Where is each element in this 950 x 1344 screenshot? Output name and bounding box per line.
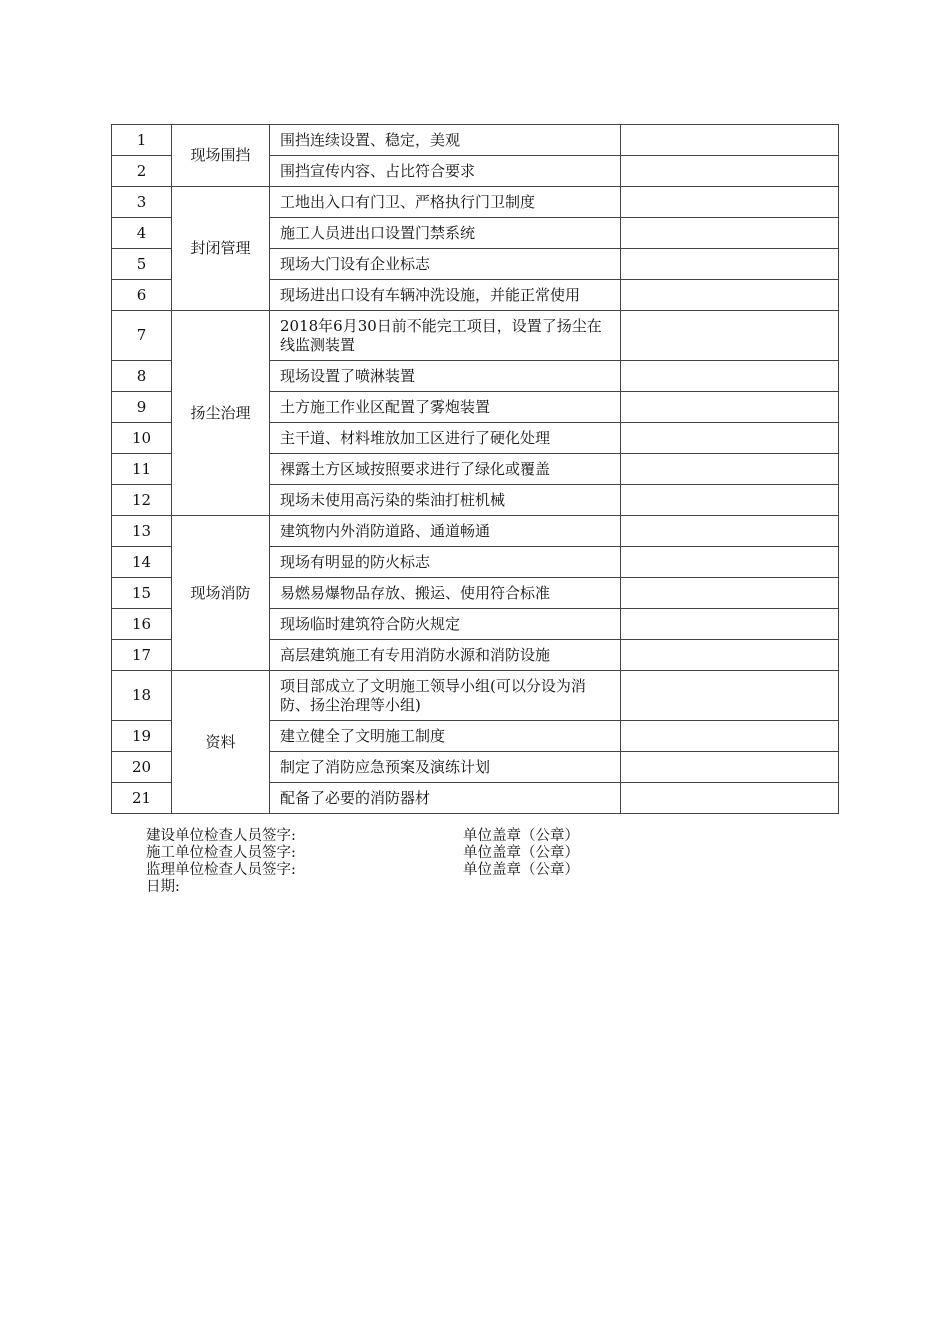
result-cell[interactable] (621, 547, 839, 578)
row-number: 21 (112, 783, 172, 814)
check-item: 制定了消防应急预案及演练计划 (270, 752, 621, 783)
check-item: 围挡连续设置、稳定，美观 (270, 125, 621, 156)
date-row (146, 879, 579, 896)
row-number: 11 (112, 454, 172, 485)
check-item: 现场临时建筑符合防火规定 (270, 609, 621, 640)
check-item: 建立健全了文明施工制度 (270, 721, 621, 752)
result-cell[interactable] (621, 783, 839, 814)
check-item: 围挡宣传内容、占比符合要求 (270, 156, 621, 187)
result-cell[interactable] (621, 516, 839, 547)
row-number: 1 (112, 125, 172, 156)
result-cell[interactable] (621, 640, 839, 671)
result-cell[interactable] (621, 454, 839, 485)
signature-label: 监理单位检查人员签字: (146, 862, 296, 878)
stamp-label: 单位盖章（公章） (463, 862, 579, 878)
signature-row (146, 862, 579, 879)
check-item: 配备了必要的消防器材 (270, 783, 621, 814)
check-item: 现场进出口设有车辆冲洗设施，并能正常使用 (270, 280, 621, 311)
result-cell[interactable] (621, 311, 839, 361)
result-cell[interactable] (621, 187, 839, 218)
category-cell: 资料 (172, 671, 270, 814)
result-cell[interactable] (621, 218, 839, 249)
table-row (112, 187, 839, 218)
row-number: 7 (112, 311, 172, 361)
result-cell[interactable] (621, 721, 839, 752)
table-row (112, 671, 839, 721)
result-cell[interactable] (621, 423, 839, 454)
result-cell[interactable] (621, 125, 839, 156)
result-cell[interactable] (621, 361, 839, 392)
date-label: 日期: (146, 879, 180, 895)
row-number: 9 (112, 392, 172, 423)
table-row (112, 311, 839, 361)
check-item: 建筑物内外消防道路、通道畅通 (270, 516, 621, 547)
check-item: 主干道、材料堆放加工区进行了硬化处理 (270, 423, 621, 454)
check-item: 项目部成立了文明施工领导小组(可以分设为消防、扬尘治理等小组) (270, 671, 621, 721)
row-number: 4 (112, 218, 172, 249)
signature-row (146, 845, 579, 862)
stamp-label: 单位盖章（公章） (463, 845, 579, 861)
category-cell: 封闭管理 (172, 187, 270, 311)
row-number: 2 (112, 156, 172, 187)
result-cell[interactable] (621, 609, 839, 640)
result-cell[interactable] (621, 156, 839, 187)
row-number: 3 (112, 187, 172, 218)
category-cell: 现场围挡 (172, 125, 270, 187)
result-cell[interactable] (621, 578, 839, 609)
row-number: 14 (112, 547, 172, 578)
check-item: 易燃易爆物品存放、搬运、使用符合标准 (270, 578, 621, 609)
inspection-table (111, 124, 839, 814)
signature-block (146, 828, 579, 896)
row-number: 20 (112, 752, 172, 783)
check-item: 现场有明显的防火标志 (270, 547, 621, 578)
row-number: 6 (112, 280, 172, 311)
table-row (112, 125, 839, 156)
row-number: 12 (112, 485, 172, 516)
table-row (112, 516, 839, 547)
result-cell[interactable] (621, 280, 839, 311)
result-cell[interactable] (621, 249, 839, 280)
category-cell: 现场消防 (172, 516, 270, 671)
result-cell[interactable] (621, 485, 839, 516)
signature-label: 建设单位检查人员签字: (146, 828, 296, 844)
check-item: 现场设置了喷淋装置 (270, 361, 621, 392)
signature-label: 施工单位检查人员签字: (146, 845, 296, 861)
row-number: 17 (112, 640, 172, 671)
check-item: 现场未使用高污染的柴油打桩机械 (270, 485, 621, 516)
check-item: 土方施工作业区配置了雾炮装置 (270, 392, 621, 423)
check-item: 高层建筑施工有专用消防水源和消防设施 (270, 640, 621, 671)
row-number: 5 (112, 249, 172, 280)
result-cell[interactable] (621, 392, 839, 423)
row-number: 13 (112, 516, 172, 547)
check-item: 2018年6月30日前不能完工项目，设置了扬尘在线监测装置 (270, 311, 621, 361)
row-number: 18 (112, 671, 172, 721)
stamp-label: 单位盖章（公章） (463, 828, 579, 844)
row-number: 19 (112, 721, 172, 752)
row-number: 8 (112, 361, 172, 392)
result-cell[interactable] (621, 752, 839, 783)
check-item: 裸露土方区域按照要求进行了绿化或覆盖 (270, 454, 621, 485)
row-number: 16 (112, 609, 172, 640)
result-cell[interactable] (621, 671, 839, 721)
category-cell: 扬尘治理 (172, 311, 270, 516)
row-number: 10 (112, 423, 172, 454)
check-item: 施工人员进出口设置门禁系统 (270, 218, 621, 249)
signature-row (146, 828, 579, 845)
check-item: 工地出入口有门卫、严格执行门卫制度 (270, 187, 621, 218)
row-number: 15 (112, 578, 172, 609)
check-item: 现场大门设有企业标志 (270, 249, 621, 280)
